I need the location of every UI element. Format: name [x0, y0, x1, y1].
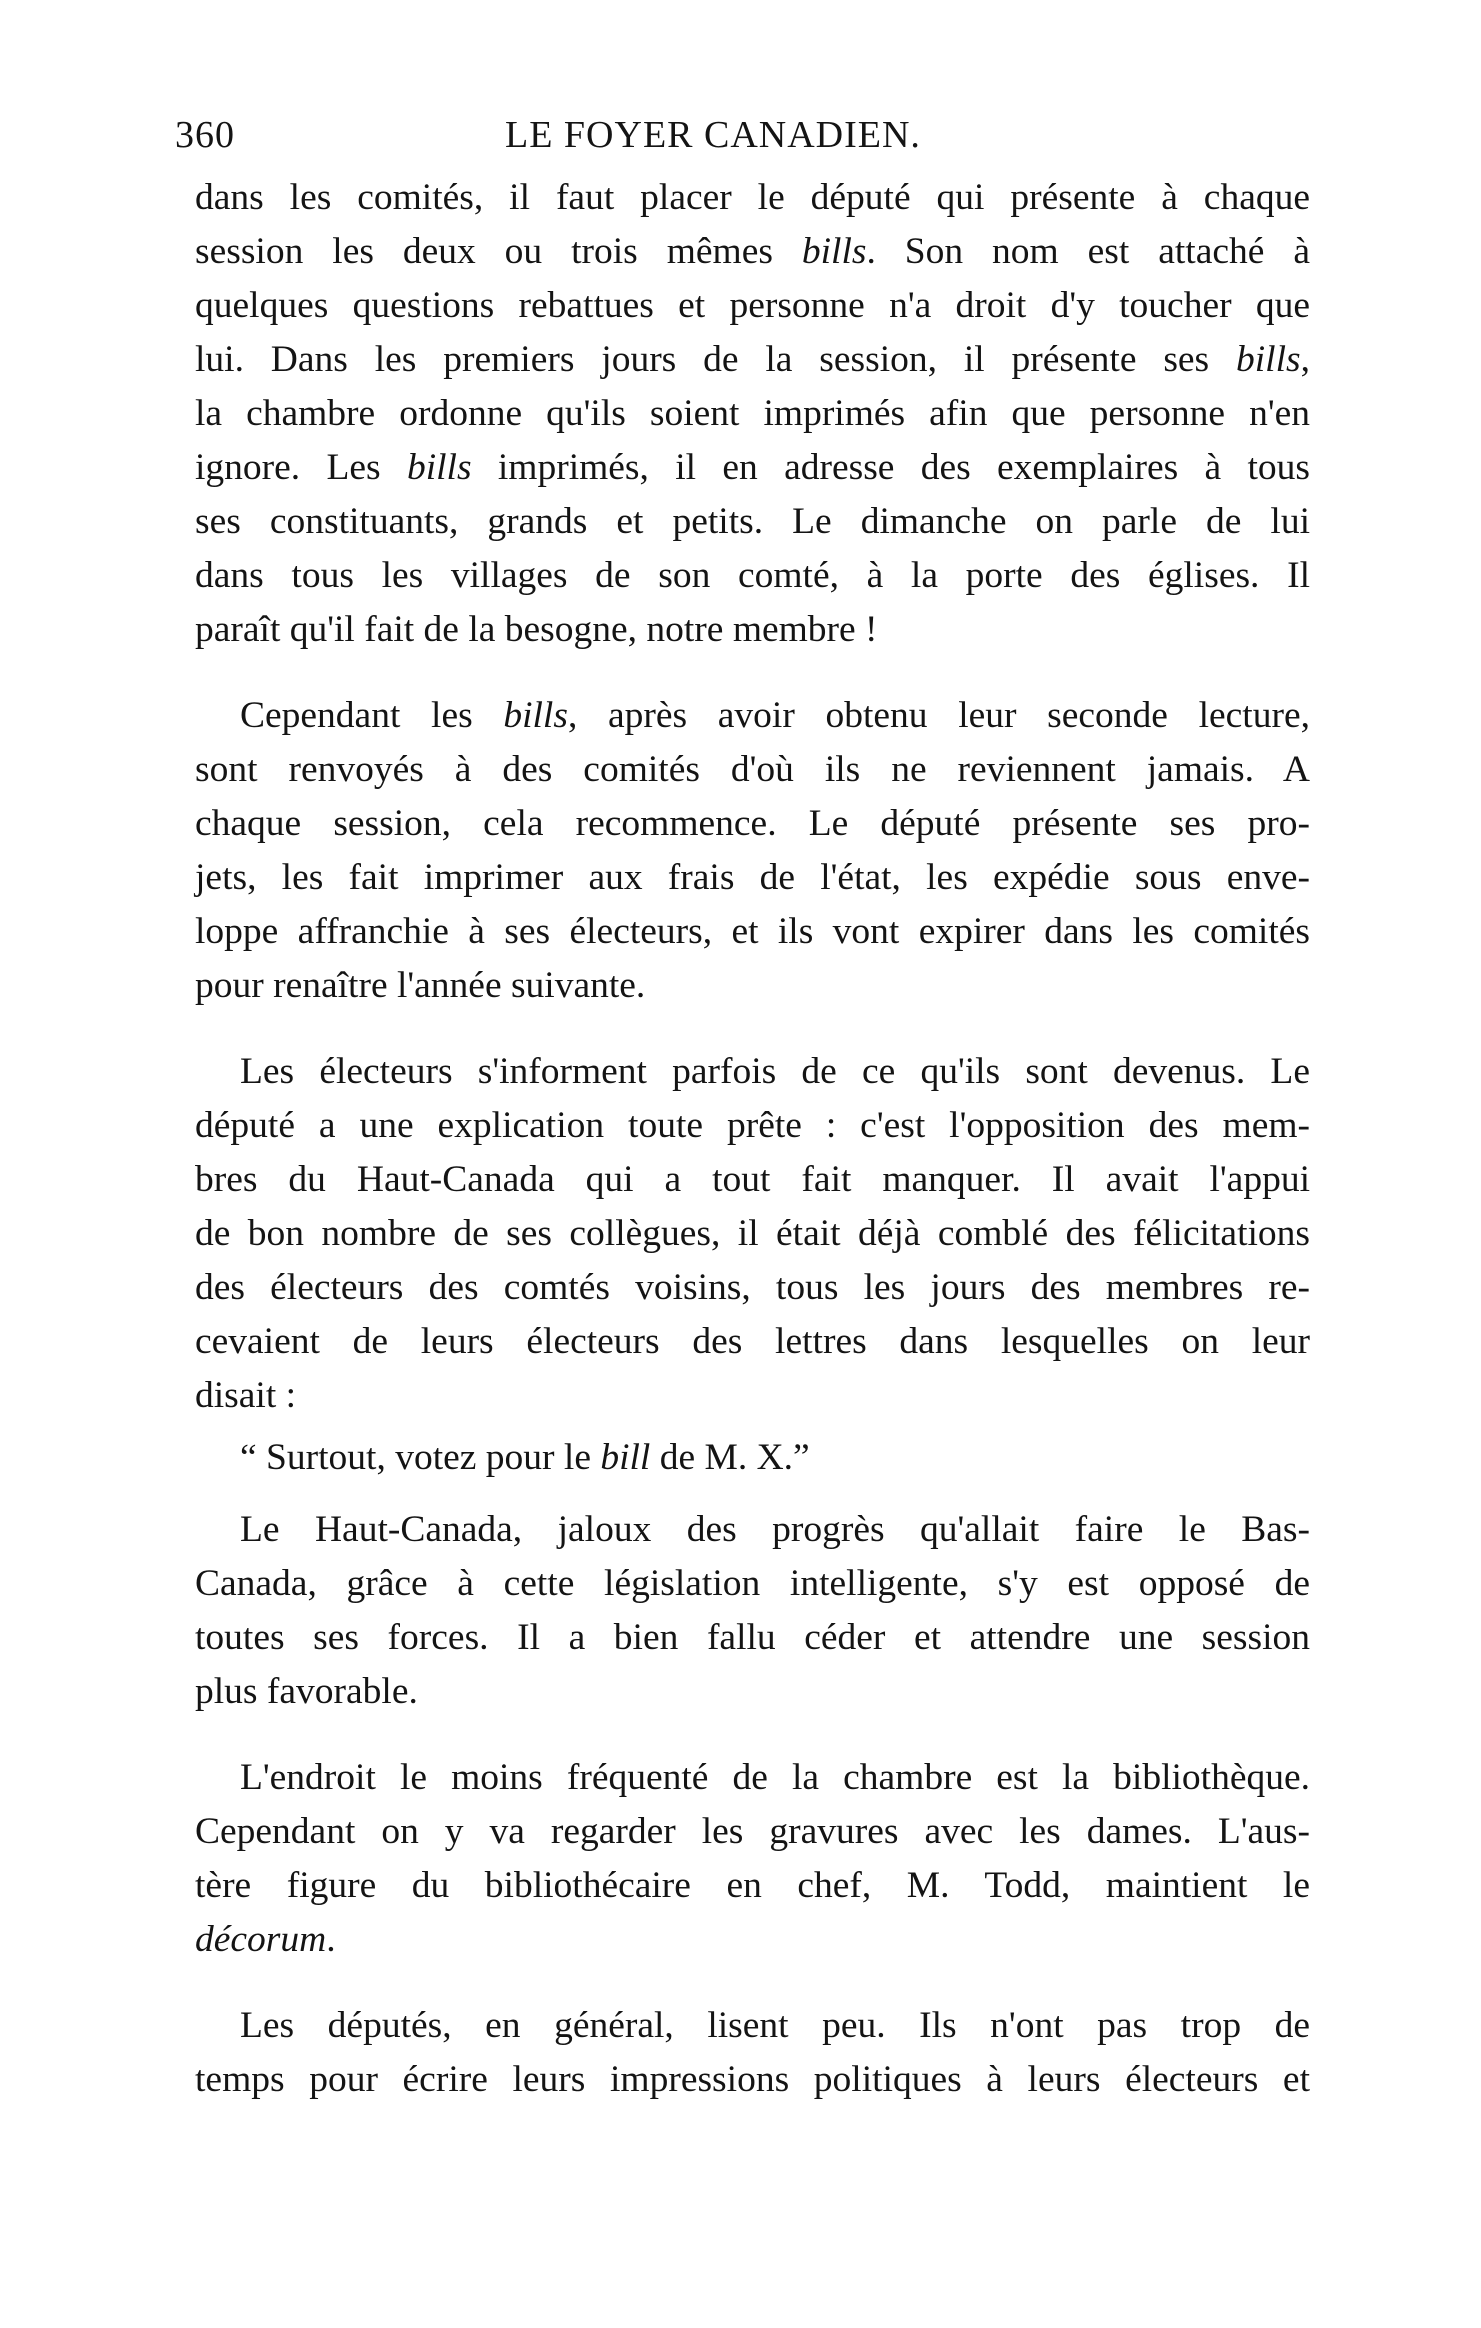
text-line: pour renaître l'année suivante. — [195, 965, 646, 1006]
quote-line: “ Surtout, votez pour le bill de M. X.” — [240, 1437, 810, 1478]
text-line: disait : — [195, 1375, 297, 1416]
book-page — [175, 95, 1310, 2107]
text-line: quelques questions rebattues et personne n'a droit d'y toucher que — [195, 285, 1310, 326]
paragraph — [195, 1045, 1310, 1423]
text-line: session les deux ou trois mêmes bills. Son nom est attaché à — [195, 231, 1310, 272]
text-line: dans tous les villages de son comté, à la porte des églises. Il — [195, 555, 1310, 596]
text-line: Cependant les bills, après avoir obtenu leur seconde lecture, — [240, 695, 1310, 736]
running-head — [175, 95, 1310, 165]
text-line: ses constituants, grands et petits. Le dimanche on parle de lui — [195, 501, 1310, 542]
text-line: temps pour écrire leurs impressions politiques à leurs électeurs et — [195, 2059, 1310, 2100]
text-line: tère figure du bibliothécaire en chef, M. Todd, maintient le — [195, 1865, 1310, 1906]
text-line: des électeurs des comtés voisins, tous les jours des membres re- — [195, 1267, 1310, 1308]
text-line: la chambre ordonne qu'ils soient imprimés afin que personne n'en — [195, 393, 1310, 434]
text-line: loppe affranchie à ses électeurs, et ils vont expirer dans les comités — [195, 911, 1310, 952]
running-title: LE FOYER CANADIEN. — [505, 114, 921, 156]
text-line: L'endroit le moins fréquenté de la chambre est la bibliothèque. — [240, 1757, 1310, 1798]
text-line: décorum. — [195, 1919, 336, 1960]
text-line: plus favorable. — [195, 1671, 418, 1712]
text-line: Les électeurs s'informent parfois de ce qu'ils sont devenus. Le — [240, 1051, 1310, 1092]
text-line: Les députés, en général, lisent peu. Ils n'ont pas trop de — [240, 2005, 1310, 2046]
paragraph — [195, 1503, 1310, 1719]
text-line: sont renvoyés à des comités d'où ils ne reviennent jamais. A — [195, 749, 1310, 790]
text-line: Le Haut-Canada, jaloux des progrès qu'allait faire le Bas- — [240, 1509, 1310, 1550]
quotation — [195, 1431, 1310, 1485]
text-line: de bon nombre de ses collègues, il était déjà comblé des félicitations — [195, 1213, 1310, 1254]
text-line: dans les comités, il faut placer le député qui présente à chaque — [195, 177, 1310, 218]
text-line: Cependant on y va regarder les gravures avec les dames. L'aus- — [195, 1811, 1310, 1852]
text-line: jets, les fait imprimer aux frais de l'état, les expédie sous enve- — [195, 857, 1310, 898]
page-number: 360 — [175, 114, 235, 156]
paragraph — [195, 171, 1310, 657]
text-line: bres du Haut-Canada qui a tout fait manquer. Il avait l'appui — [195, 1159, 1310, 1200]
text-line: paraît qu'il fait de la besogne, notre membre ! — [195, 609, 878, 650]
text-line: chaque session, cela recommence. Le député présente ses pro- — [195, 803, 1310, 844]
paragraph — [195, 1751, 1310, 1967]
paragraph — [195, 1999, 1310, 2107]
text-line: ignore. Les bills imprimés, il en adresse des exemplaires à tous — [195, 447, 1310, 488]
body-text — [195, 171, 1310, 2107]
paragraph — [195, 689, 1310, 1013]
text-line: cevaient de leurs électeurs des lettres dans lesquelles on leur — [195, 1321, 1310, 1362]
text-line: Canada, grâce à cette législation intelligente, s'y est opposé de — [195, 1563, 1310, 1604]
text-line: député a une explication toute prête : c'est l'opposition des mem- — [195, 1105, 1310, 1146]
text-line: toutes ses forces. Il a bien fallu céder et attendre une session — [195, 1617, 1310, 1658]
text-line: lui. Dans les premiers jours de la session, il présente ses bills, — [195, 339, 1310, 380]
